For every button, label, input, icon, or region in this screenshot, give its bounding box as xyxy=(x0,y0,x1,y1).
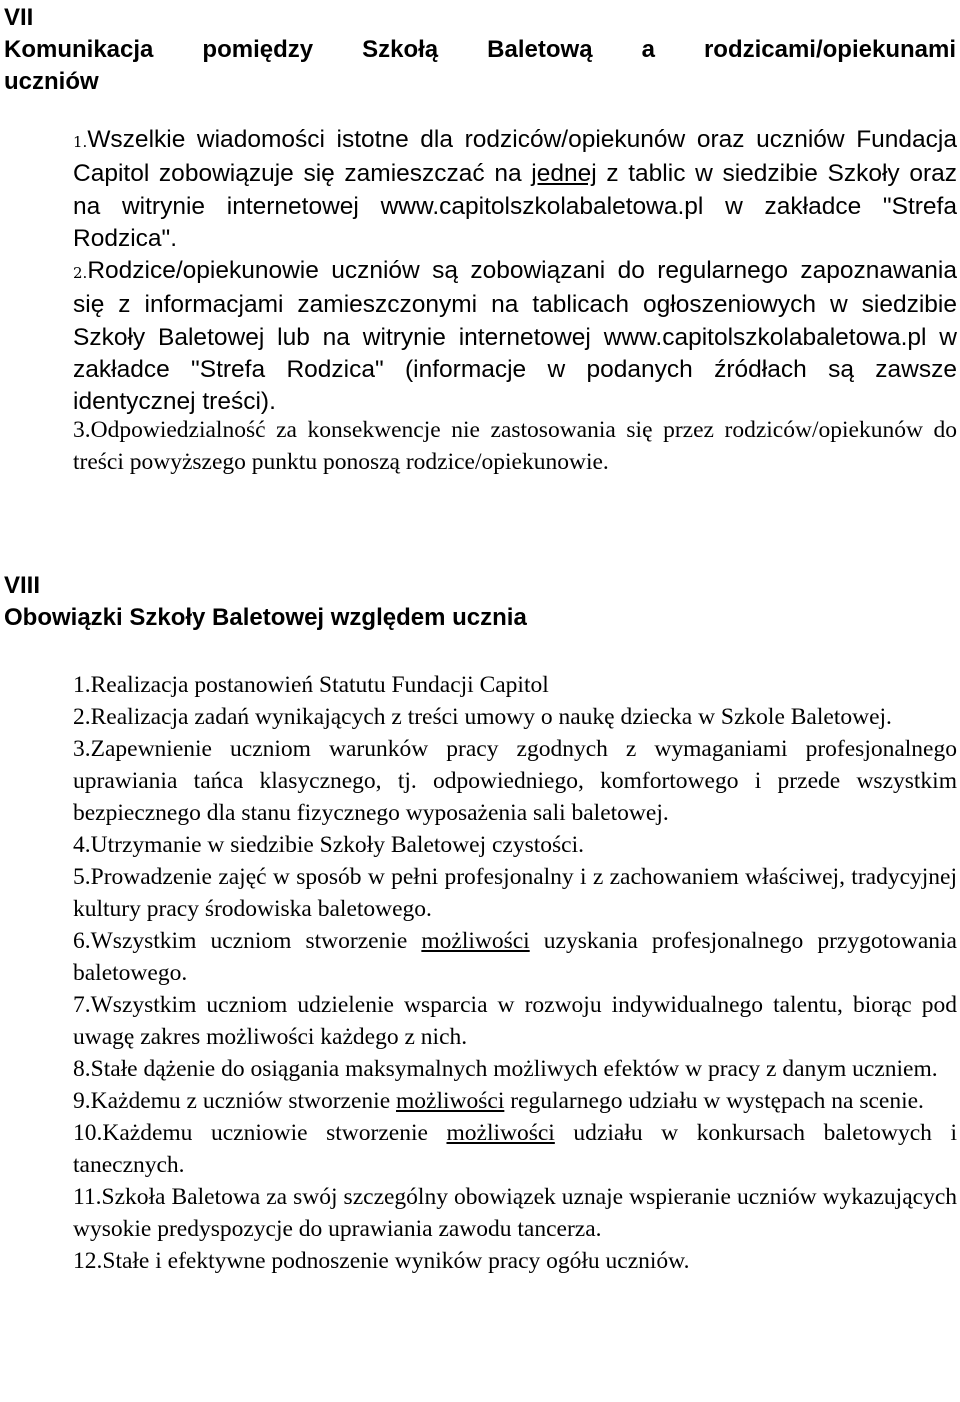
list-item: 7.Wszystkim uczniom udzielenie wsparcia w rozwoju indywidualnego talentu, biorąc pod uwagę zakres możliwości każdego z nich. xyxy=(73,992,957,1050)
item-text-underlined: możliwości xyxy=(446,1120,555,1146)
section-8-title: Obowiązki Szkoły Baletowej względem ucznia xyxy=(4,604,527,631)
list-item: 2.Realizacja zadań wynikających z treści umowy o naukę dziecka w Szkole Baletowej. xyxy=(73,704,892,730)
item-text-post: regularnego udziału w występach na scenie. xyxy=(504,1088,924,1114)
list-item: 12.Stałe i efektywne podnoszenie wyników pracy ogółu uczniów. xyxy=(73,1248,690,1274)
item-text-pre: 6.Wszystkim uczniom stworzenie xyxy=(73,928,422,954)
item-text-pre: 10.Każdemu uczniowie stworzenie xyxy=(73,1120,447,1146)
section-7-item-3 xyxy=(73,414,957,478)
list-item: 5.Prowadzenie zajęć w sposób w pełni profesjonalny i z zachowaniem właściwej, tradycyjnej kultury pracy środowiska baletowego. xyxy=(73,864,957,922)
item-text-post: uzyskania profesjonalnego przygotowania baletowego. xyxy=(73,928,957,986)
item-text: Rodzice/opiekunowie uczniów są zobowiązani do regularnego zapoznawania się z informacjami zamieszczonymi na tablicach ogłoszeniowych w siedzibie Szkoły Baletowej lub na witrynie internetowej www.capitolszkolabaletowa.pl w zakładce "Strefa Rodzica" (informacje w podanych źródłach są zawsze identycznej treści). xyxy=(73,257,957,416)
list-item: 3.Odpowiedzialność za konsekwencje nie zastosowania się przez rodziców/opiekunów do treści powyższego punktu ponoszą rodzice/opiekunowie. xyxy=(73,417,957,475)
item-text-post: z tablic w siedzibie Szkoły oraz na witrynie internetowej www.capitolszkolabaletowa.pl w zakładce "Strefa Rodzica". xyxy=(73,160,957,252)
list-item xyxy=(73,1117,957,1181)
item-text-underlined: jednej xyxy=(531,160,597,188)
list-item xyxy=(73,255,957,418)
item-text-pre: 9.Każdemu z uczniów stworzenie xyxy=(73,1088,396,1114)
item-text-underlined: możliwości xyxy=(396,1088,505,1114)
item-number: 1. xyxy=(73,133,88,151)
item-text-post: udziału w konkursach baletowych i tanecznych. xyxy=(73,1120,957,1178)
section-8-heading xyxy=(4,570,956,634)
list-item: 3.Zapewnienie uczniom warunków pracy zgodnych z wymaganiami profesjonalnego uprawiania tańca klasycznego, tj. odpowiedniego, komfortowego i przede wszystkim bezpiecznego dla stanu fizycznego wyposażenia sali baletowej. xyxy=(73,736,957,826)
item-text-underlined: możliwości xyxy=(421,928,530,954)
section-8-list xyxy=(73,669,957,1277)
section-7-list xyxy=(73,124,957,419)
list-item: 11.Szkoła Baletowa za swój szczególny obowiązek uznaje wspieranie uczniów wykazujących wysokie predyspozycje do uprawiania zawodu tancerza. xyxy=(73,1184,957,1242)
item-text-pre: Wszelkie wiadomości istotne dla rodziców/opiekunów oraz uczniów Fundacja Capitol zobowiązuje się zamieszczać na xyxy=(73,126,957,188)
list-item xyxy=(73,124,957,255)
section-7-title-line2: uczniów xyxy=(4,68,99,95)
list-item: 1.Realizacja postanowień Statutu Fundacji Capitol xyxy=(73,672,549,698)
list-item xyxy=(73,1085,957,1117)
section-7-title-line1: Komunikacja pomiędzy Szkołą Baletową a rodzicami/opiekunami xyxy=(4,36,956,63)
list-item xyxy=(73,925,957,989)
list-item: 8.Stałe dążenie do osiągania maksymalnych możliwych efektów w pracy z danym uczniem. xyxy=(73,1056,938,1082)
section-7-heading xyxy=(4,2,956,98)
list-item: 4.Utrzymanie w siedzibie Szkoły Baletowej czystości. xyxy=(73,832,584,858)
section-8-roman: VIII xyxy=(4,572,41,599)
section-7-roman: VII xyxy=(4,4,34,31)
item-number: 2. xyxy=(73,264,88,283)
